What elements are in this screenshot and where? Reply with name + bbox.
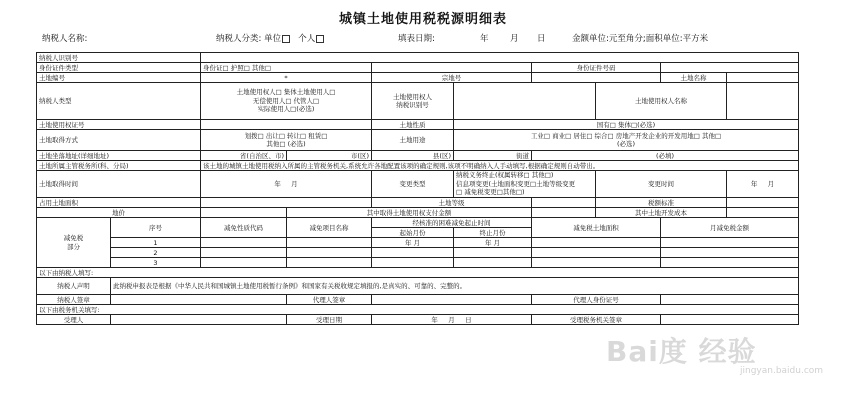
fill-date-label: 填表日期: [398,34,435,44]
agent-sign-label: 代理人签章 [287,295,372,305]
land-price-label: 地价 [37,208,201,218]
land-name-label: 土地名称 [661,73,727,83]
relief-item-cell[interactable] [287,248,372,258]
relief-seq-cell: 2 [111,248,201,258]
taxpayer-type-options[interactable]: 土地使用权人□ 集体土地使用人□ 无偿使用人□ 代管人□ 实际使用人□(必选) [201,83,372,120]
declaration-text: 此纳税申报表是根据《中华人民共和国城镇土地使用税暂行条例》和国家有关税收规定填报的,是真实的、可靠的、完整的。 [111,278,799,295]
address-county[interactable]: 县(区) [372,151,454,161]
tax-standard-input[interactable] [727,198,799,208]
row-id-type [37,63,799,73]
relief-amount-cell[interactable] [661,258,799,268]
agent-sign-input[interactable] [372,295,532,305]
relief-start-cell[interactable] [372,248,454,258]
land-use-options[interactable]: 工业□ 商业□ 居住□ 综合□ 房地产开发企业的开发用地□ 其他□ (必选) [454,130,799,151]
taxpayer-type-label: 纳税人类型 [37,83,201,120]
id-type-blank[interactable] [372,63,532,73]
taxpayer-category-group [216,32,324,44]
relief-seq-cell: 1 [111,238,201,248]
change-time-label: 变更时间 [596,171,727,198]
acquire-year: 年 [274,180,281,188]
fill-date-day: 日 [537,34,546,44]
tin-input[interactable] [201,53,799,63]
agent-id-label: 代理人身份证号 [532,295,661,305]
receiver-input[interactable] [111,315,287,325]
id-type-label: 身份证件类型 [37,63,201,73]
relief-area-cell[interactable] [532,238,661,248]
tax-office-label: 土地所属主管税务所(科、分局) [37,161,201,171]
relief-start-cell[interactable] [372,258,454,268]
receive-day: 日 [465,315,472,324]
row-area [37,198,799,208]
row-relief-header-1 [37,218,799,228]
row-acquire-way [37,130,799,151]
row-tin [37,53,799,63]
row-taxpayer-fill [37,268,799,278]
relief-area-cell[interactable] [532,258,661,268]
land-nature-label: 土地性质 [372,120,454,130]
acquire-way-label: 土地取得方式 [37,130,201,151]
change-time-input[interactable] [727,171,799,198]
owner-tin-label: 土地使用权人 纳税识别号 [372,83,454,120]
tax-office-note: 该土地的城镇土地使用税纳入所属的主管税务机关,系统允许各地配置该项的确定规则,该项不明确纳入人手动填写,根据确定规则自动带出。 [201,161,799,171]
receive-office-input[interactable] [661,315,799,325]
row-taxpayer-type [37,83,799,120]
relief-item-cell[interactable] [287,258,372,268]
receive-date-input[interactable] [372,315,532,325]
change-year: 年 [750,180,758,188]
relief-item-cell[interactable] [287,238,372,248]
relief-section-label: 减免税 部分 [37,218,111,268]
receive-month: 月 [448,315,455,324]
category-person-label: 个人 [298,34,316,44]
relief-amount-cell[interactable] [661,238,799,248]
occupied-area-label: 占用土地面积 [37,198,201,208]
baidu-watermark: Bai度 经验 [606,335,757,368]
right-fee-input[interactable] [532,208,596,218]
receive-date-label: 受理日期 [287,315,372,325]
relief-code-header: 减免性质代码 [201,218,287,238]
id-number-input[interactable] [661,63,799,73]
amount-unit-label: 金额单位:元至角分;面积单位:平方米 [572,34,709,44]
relief-code-cell[interactable] [201,238,287,248]
category-person-checkbox[interactable] [316,35,324,43]
relief-code-cell[interactable] [201,248,287,258]
table-row [37,238,799,248]
acquire-month: 月 [291,180,298,188]
row-signatures [37,295,799,305]
table-row [37,258,799,268]
relief-amount-header: 月减免税金额 [661,218,799,238]
change-month: 月 [767,180,775,188]
right-fee-label: 其中取得土地使用权支付金额 [287,208,532,218]
change-type-options[interactable]: 纳税义务终止(权属转移□ 其他□) 信息项变更(土地面积变更□土地等级变更 □ 减免税变更□其他□) [454,171,596,198]
row-acquire-time [37,171,799,198]
address-province[interactable]: 省(自治区、市) [201,151,287,161]
acquire-time-input[interactable] [201,171,372,198]
receive-office-label: 受理税务机关签章 [532,315,661,325]
receiver-label: 受理人 [37,315,111,325]
row-cert-no [37,120,799,130]
row-tax-office [37,161,799,171]
owner-name-input[interactable] [727,83,799,120]
taxpayer-fill-label: 以下由纳税人填写: [37,268,799,278]
land-grade-label: 土地等级 [372,198,532,208]
relief-amount-cell[interactable] [661,248,799,258]
relief-period-header: 经核准的困难减免起止时间 [372,218,532,228]
taxpayer-category-label: 纳税人分类: [216,34,262,44]
declaration-label: 纳税人声明 [37,278,111,295]
category-unit-checkbox[interactable] [282,35,290,43]
id-type-options[interactable]: 身份证□ 护照□ 其他□ [201,63,372,73]
receive-year: 年 [431,315,438,324]
table-row [37,248,799,258]
land-nature-options[interactable]: 国有□ 集体□(必选) [454,120,799,130]
land-no-label: 土地编号 [37,73,201,83]
owner-tin-input[interactable] [454,83,596,120]
change-type-label: 变更类型 [372,171,454,198]
land-name-input[interactable] [727,73,799,83]
relief-seq-header: 序号 [111,218,201,238]
dev-cost-input[interactable] [727,208,799,218]
tin-label: 纳税人识别号 [37,53,201,63]
land-use-label: 土地用途 [372,130,454,151]
relief-code-cell[interactable] [201,258,287,268]
watermark-url: jingyan.baidu.com [740,366,824,376]
office-fill-label: 以下由税务机关填写: [37,305,799,315]
acquire-way-options[interactable]: 划拨□ 出让□ 转让□ 租赁□ 其他□ (必选) [201,130,372,151]
land-no-value[interactable]: * [201,73,372,83]
relief-end-cell[interactable]: 年 月 [454,238,532,248]
fill-date-year: 年 [480,34,489,44]
row-office-fill [37,305,799,315]
relief-end-cell[interactable] [454,248,532,258]
agent-id-input[interactable] [661,295,799,305]
dev-cost-label: 其中土地开发成本 [596,208,727,218]
fill-date-month: 月 [510,34,519,44]
relief-end-cell[interactable] [454,258,532,268]
land-grade-input[interactable] [532,198,596,208]
relief-start-cell[interactable]: 年 月 [372,238,454,248]
cert-no-input[interactable] [201,120,372,130]
land-code-input[interactable] [532,73,661,83]
taxpayer-name-label: 纳税人名称: [42,34,88,44]
form-title: 城镇土地使用税税源明细表 [338,12,507,27]
row-land-price [37,208,799,218]
acquire-time-label: 土地取得时间 [37,171,201,198]
owner-name-label: 土地使用权人名称 [596,83,727,120]
taxpayer-sign-label: 纳税人签章 [37,295,111,305]
relief-start-header: 起始月份 [372,228,454,238]
address-city[interactable]: 市(区) [287,151,372,161]
relief-seq-cell: 3 [111,258,201,268]
row-declaration [37,278,799,295]
row-land-no [37,73,799,83]
taxpayer-sign-input[interactable] [111,295,287,305]
land-price-input[interactable] [201,208,287,218]
address-required: (必填) [532,151,799,161]
category-unit-label: 单位 [264,34,282,44]
address-street[interactable]: 街道 [454,151,532,161]
relief-area-header: 减免税土地面积 [532,218,661,238]
tax-standard-label: 税额标准 [596,198,727,208]
tax-source-table [36,52,799,325]
address-label: 土地坐落地址(详细地址) [37,151,201,161]
relief-item-header: 减免项目名称 [287,218,372,238]
row-address [37,151,799,161]
relief-area-cell[interactable] [532,248,661,258]
row-receive [37,315,799,325]
occupied-area-input[interactable] [201,198,372,208]
land-code-label: 宗地号 [372,73,532,83]
cert-no-label: 土地使用权证号 [37,120,201,130]
relief-end-header: 终止月份 [454,228,532,238]
id-number-label: 身份证件号码 [532,63,661,73]
